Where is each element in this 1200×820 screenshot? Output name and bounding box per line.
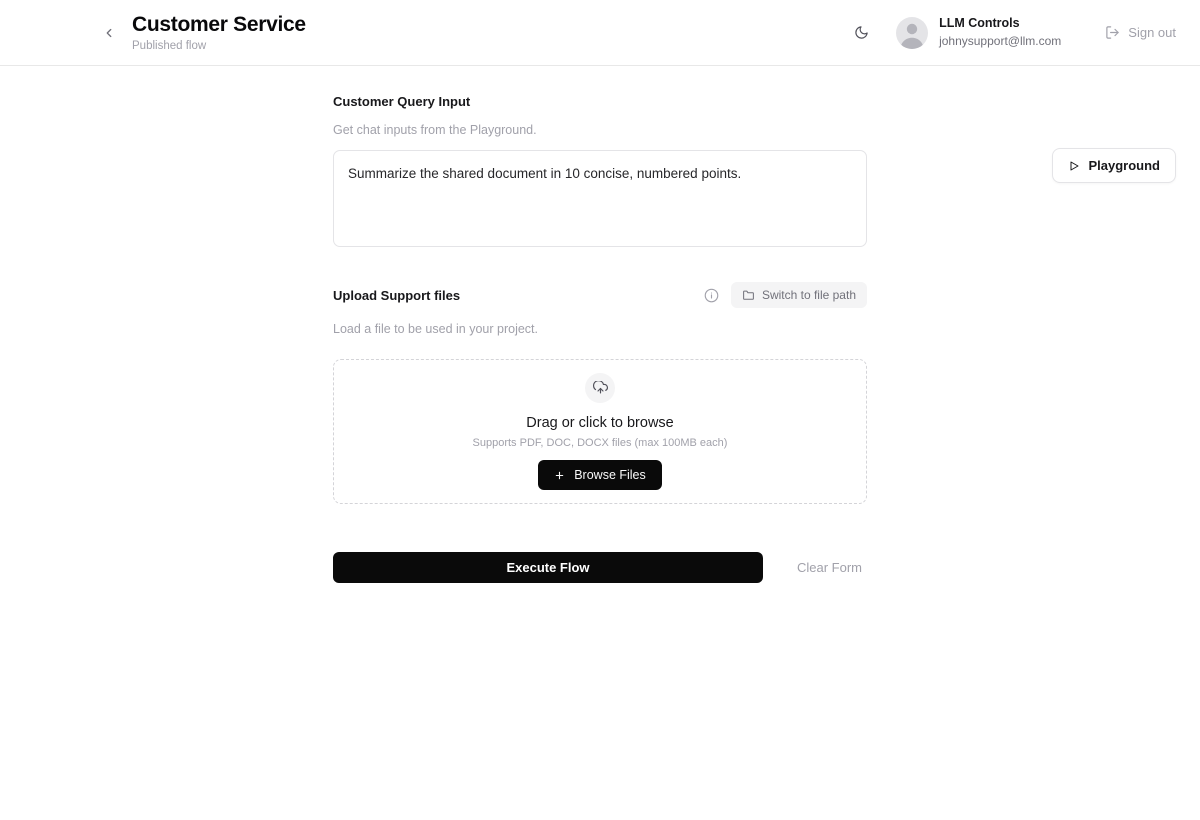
switch-to-file-path-label: Switch to file path <box>761 288 856 302</box>
dropzone-title: Drag or click to browse <box>526 415 674 431</box>
user-meta <box>939 16 1061 49</box>
upload-cloud-glyph-icon <box>593 381 608 396</box>
customer-query-input[interactable] <box>333 150 867 247</box>
page-title: Customer Service <box>132 12 306 36</box>
switch-to-file-path-button[interactable] <box>731 282 867 308</box>
dropzone-subtitle: Supports PDF, DOC, DOCX files (max 100MB each) <box>472 437 728 449</box>
flow-form <box>333 94 867 583</box>
file-path-icon <box>742 289 755 302</box>
main-content <box>0 66 1200 820</box>
execute-flow-button[interactable]: Execute Flow <box>333 552 763 583</box>
info-circle-icon <box>704 288 719 303</box>
clear-form-button[interactable]: Clear Form <box>797 560 863 575</box>
avatar <box>896 17 928 49</box>
playground-label: Playground <box>1088 158 1160 173</box>
query-field-group <box>333 94 867 252</box>
upload-header-row <box>333 282 867 308</box>
info-icon[interactable] <box>704 288 719 303</box>
header-actions <box>844 16 1176 50</box>
app-header <box>0 0 1200 66</box>
upload-field-label: Upload Support files <box>333 287 461 303</box>
query-field-help: Get chat inputs from the Playground. <box>333 123 537 137</box>
query-field-label: Customer Query Input <box>333 94 471 109</box>
moon-icon <box>854 25 869 40</box>
theme-toggle-button[interactable] <box>844 16 878 50</box>
flow-status-subtitle: Published flow <box>132 40 207 53</box>
user-menu[interactable] <box>896 16 1061 49</box>
browse-files-label: Browse Files <box>574 468 646 482</box>
upload-cloud-icon <box>585 373 615 403</box>
user-name: LLM Controls <box>939 16 1020 31</box>
browse-files-button[interactable] <box>538 460 662 490</box>
user-avatar-icon <box>896 17 928 49</box>
upload-field-help: Load a file to be used in your project. <box>333 322 538 336</box>
upload-header-actions <box>704 282 867 308</box>
upload-field-group <box>333 282 867 504</box>
sign-out-button[interactable] <box>1105 25 1176 40</box>
file-dropzone[interactable] <box>333 359 867 504</box>
plus-icon <box>554 470 565 481</box>
form-actions <box>333 552 867 583</box>
user-email: johnysupport@llm.com <box>939 33 1062 48</box>
flow-title-block <box>132 13 306 52</box>
play-icon <box>1068 160 1080 172</box>
logout-icon <box>1105 25 1120 40</box>
sign-out-label: Sign out <box>1128 25 1176 40</box>
chevron-left-icon <box>102 26 116 40</box>
playground-button[interactable] <box>1052 148 1176 183</box>
back-button[interactable] <box>98 22 120 44</box>
